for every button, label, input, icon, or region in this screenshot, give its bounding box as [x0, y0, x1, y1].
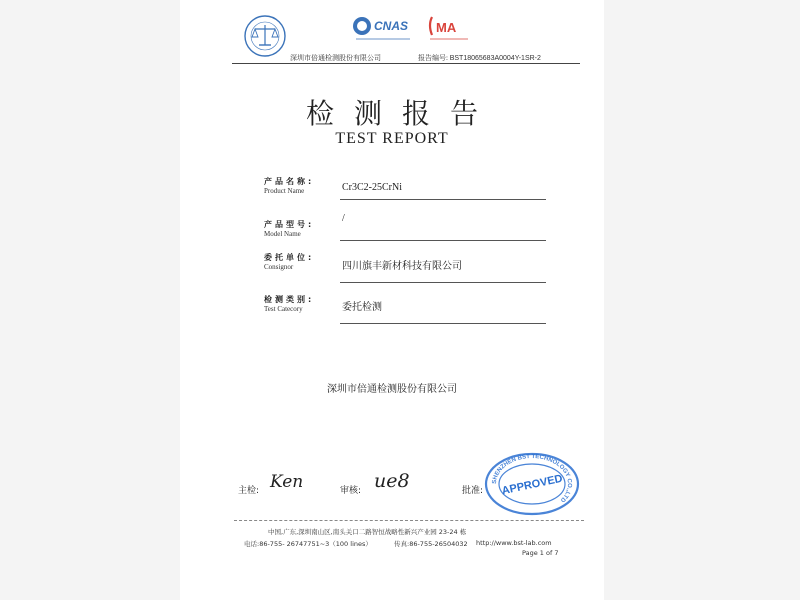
report-page — [180, 0, 604, 600]
footer-address: 中国,广东,深圳南山区,南头关口二路智恒战略性新兴产业园 23-24 栋 — [268, 528, 467, 536]
cma-mark: MA — [436, 20, 457, 35]
field-label-consignor: 委托单位: — [264, 253, 315, 262]
cma-logo-icon — [426, 13, 474, 43]
report-title-en: TEST REPORT — [335, 130, 449, 147]
field-value-consignor: 四川旗丰新材科技有限公司 — [342, 261, 462, 272]
field-label-product-name: 产品名称: — [264, 177, 315, 186]
field-rule — [340, 323, 546, 324]
issuer-company: 深圳市倍通检测股份有限公司 — [327, 384, 457, 395]
field-rule — [340, 199, 546, 200]
reviewer-label: 审核: — [340, 486, 362, 496]
field-value-test-category: 委托检测 — [342, 302, 382, 313]
scale-seal-logo-icon — [242, 14, 288, 58]
approver-label: 批准: — [462, 486, 484, 496]
field-label-en-product-name: Product Name — [264, 187, 305, 195]
report-no-value: BST18065683A0004Y-1SR-2 — [449, 55, 541, 62]
footer-phone: 电话:86-755- 26747751~3（100 lines） — [244, 540, 372, 548]
footer-website-link[interactable]: http://www.bst-lab.com — [476, 539, 552, 547]
header-rule — [232, 63, 580, 64]
report-title-cn: 检测报告 — [305, 97, 498, 130]
header-report-no — [418, 53, 541, 63]
field-value-model-name: / — [342, 213, 345, 224]
footer-fax: 传真:86-755-26504032 — [394, 540, 468, 548]
cnas-mark: CNAS — [374, 19, 409, 33]
field-rule — [340, 240, 546, 241]
approved-stamp-icon — [480, 452, 584, 516]
reviewer-signature: ue8 — [374, 470, 410, 492]
inspector-label: 主检: — [238, 486, 260, 496]
field-label-model-name: 产品型号: — [264, 220, 315, 229]
report-no-label: 报告编号: — [418, 54, 448, 62]
stamp-ring-text: SHENZHEN BST TECHNOLOGY CO.,LTD — [491, 453, 573, 503]
field-label-test-category: 检测类别: — [264, 295, 315, 304]
footer-page-number: Page 1 of 7 — [522, 549, 559, 557]
field-label-en-test-category: Test Catecory — [264, 305, 303, 313]
field-value-product-name: Cr3C2-25CrNi — [342, 182, 402, 193]
stamp-approved-text: APPROVED — [500, 472, 564, 498]
header-org-name: 深圳市倍通检测股份有限公司 — [290, 54, 381, 62]
footer-rule — [234, 520, 584, 521]
field-rule — [340, 282, 546, 283]
cnas-accreditation-logo-icon — [352, 14, 414, 44]
field-label-en-model-name: Model Name — [264, 230, 301, 238]
field-label-en-consignor: Consignor — [264, 263, 294, 271]
inspector-signature: Ken — [270, 472, 304, 492]
